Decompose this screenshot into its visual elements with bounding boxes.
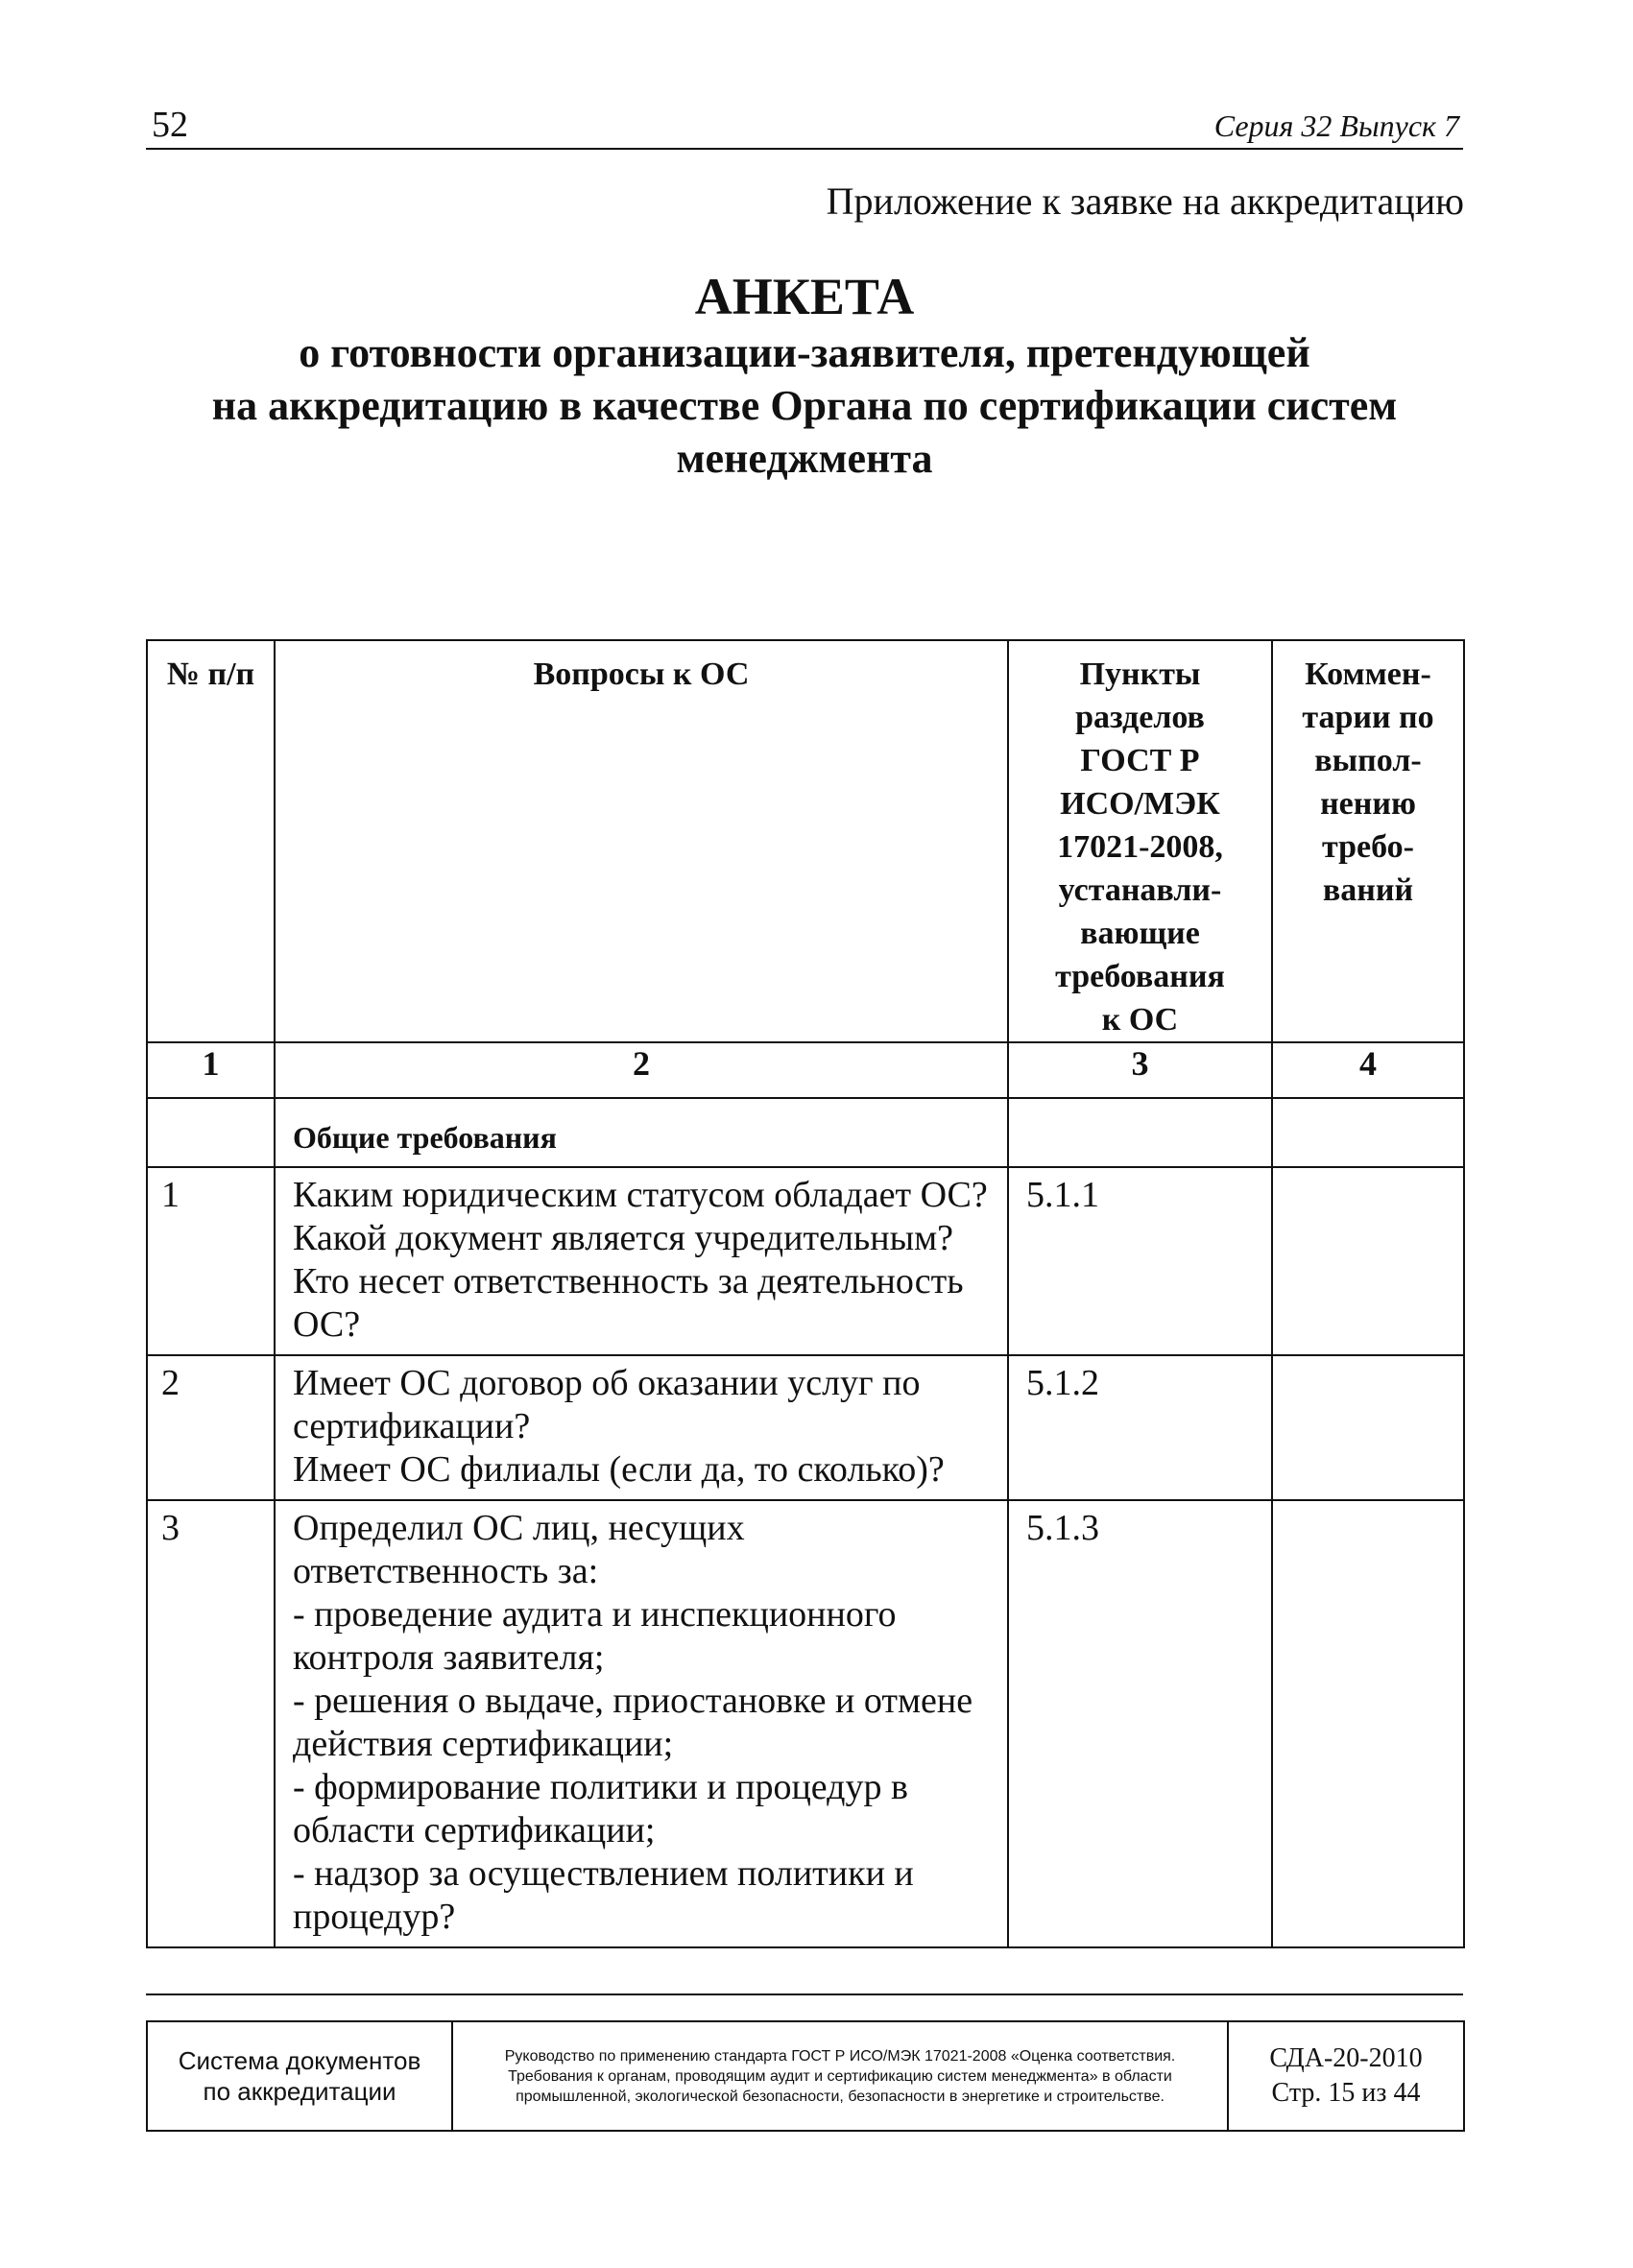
footer-doc-info [1228, 2021, 1464, 2131]
table-row [147, 1500, 1464, 1947]
footer-doc-code: СДА-20-2010 [1269, 2043, 1423, 2073]
row-number: 1 [161, 1175, 180, 1215]
row-clause: 5.1.1 [1026, 1175, 1099, 1215]
page-header [146, 104, 1463, 150]
table-row [147, 1355, 1464, 1500]
footer-table [146, 2020, 1465, 2132]
appendix-label: Приложение к заявке на аккредитацию [826, 179, 1464, 223]
row-question: Каким юридическим статусом обладает ОС? Какой документ является учредительным? Кто несет ответственность за деятельность ОС? [293, 1175, 988, 1345]
footer-page-counter: Стр. 15 из 44 [1271, 2078, 1421, 2108]
column-number: 2 [275, 1042, 1008, 1098]
header-comments: Коммен- тарии по выпол- нению требо- ваний [1272, 640, 1464, 1042]
column-number: 4 [1272, 1042, 1464, 1098]
row-question: Определил ОС лиц, несущих ответственность за: - проведение аудита и инспекционного контроля заявителя; - решения о выдаче, приостановке и отмене действия сертификации; - формирование политики и процедур в области сертификации; - надзор за осуществлением политики и процедур? [293, 1508, 973, 1937]
subtitle-line: на аккредитацию в качестве Органа по сертификации систем [211, 382, 1398, 429]
column-number-row [147, 1042, 1464, 1098]
footer-divider [146, 1993, 1463, 1995]
column-number: 3 [1008, 1042, 1272, 1098]
section-row [147, 1098, 1464, 1167]
table-header-row [147, 640, 1464, 1042]
footer-guide-description: Руководство по применению стандарта ГОСТ Р ИСО/МЭК 17021-2008 «Оценка соответствия. Требования к органам, проводящим аудит и сертификацию систем менеджмента» в области промышленной, экологической безопасности, безопасности в энергетике и строительстве. [452, 2021, 1228, 2131]
row-question: Имеет ОС договор об оказании услуг по сертификации? Имеет ОС филиалы (если да, то сколько)? [293, 1363, 945, 1490]
document-title: АНКЕТА [694, 268, 915, 325]
table-row [147, 1167, 1464, 1355]
header-question: Вопросы к ОС [275, 640, 1008, 1042]
row-clause: 5.1.2 [1026, 1363, 1099, 1403]
questionnaire-table [146, 639, 1465, 1948]
header-num: № п/п [147, 640, 275, 1042]
subtitle-line: о готовности организации-заявителя, претендующей [299, 329, 1310, 376]
footer-system-label: Система документов по аккредитации [147, 2021, 452, 2131]
row-number: 3 [161, 1508, 180, 1548]
section-title: Общие требования [293, 1120, 557, 1155]
header-clauses: Пункты разделов ГОСТ Р ИСО/МЭК 17021-2008, устанавли- вающие требования к ОС [1008, 640, 1272, 1042]
series-label: Серия 32 Выпуск 7 [1213, 108, 1459, 143]
document-subtitle [144, 326, 1465, 485]
row-clause: 5.1.3 [1026, 1508, 1099, 1548]
column-number: 1 [147, 1042, 275, 1098]
subtitle-line: менеджмента [676, 435, 933, 482]
row-number: 2 [161, 1363, 180, 1403]
page-number: 52 [152, 105, 188, 145]
